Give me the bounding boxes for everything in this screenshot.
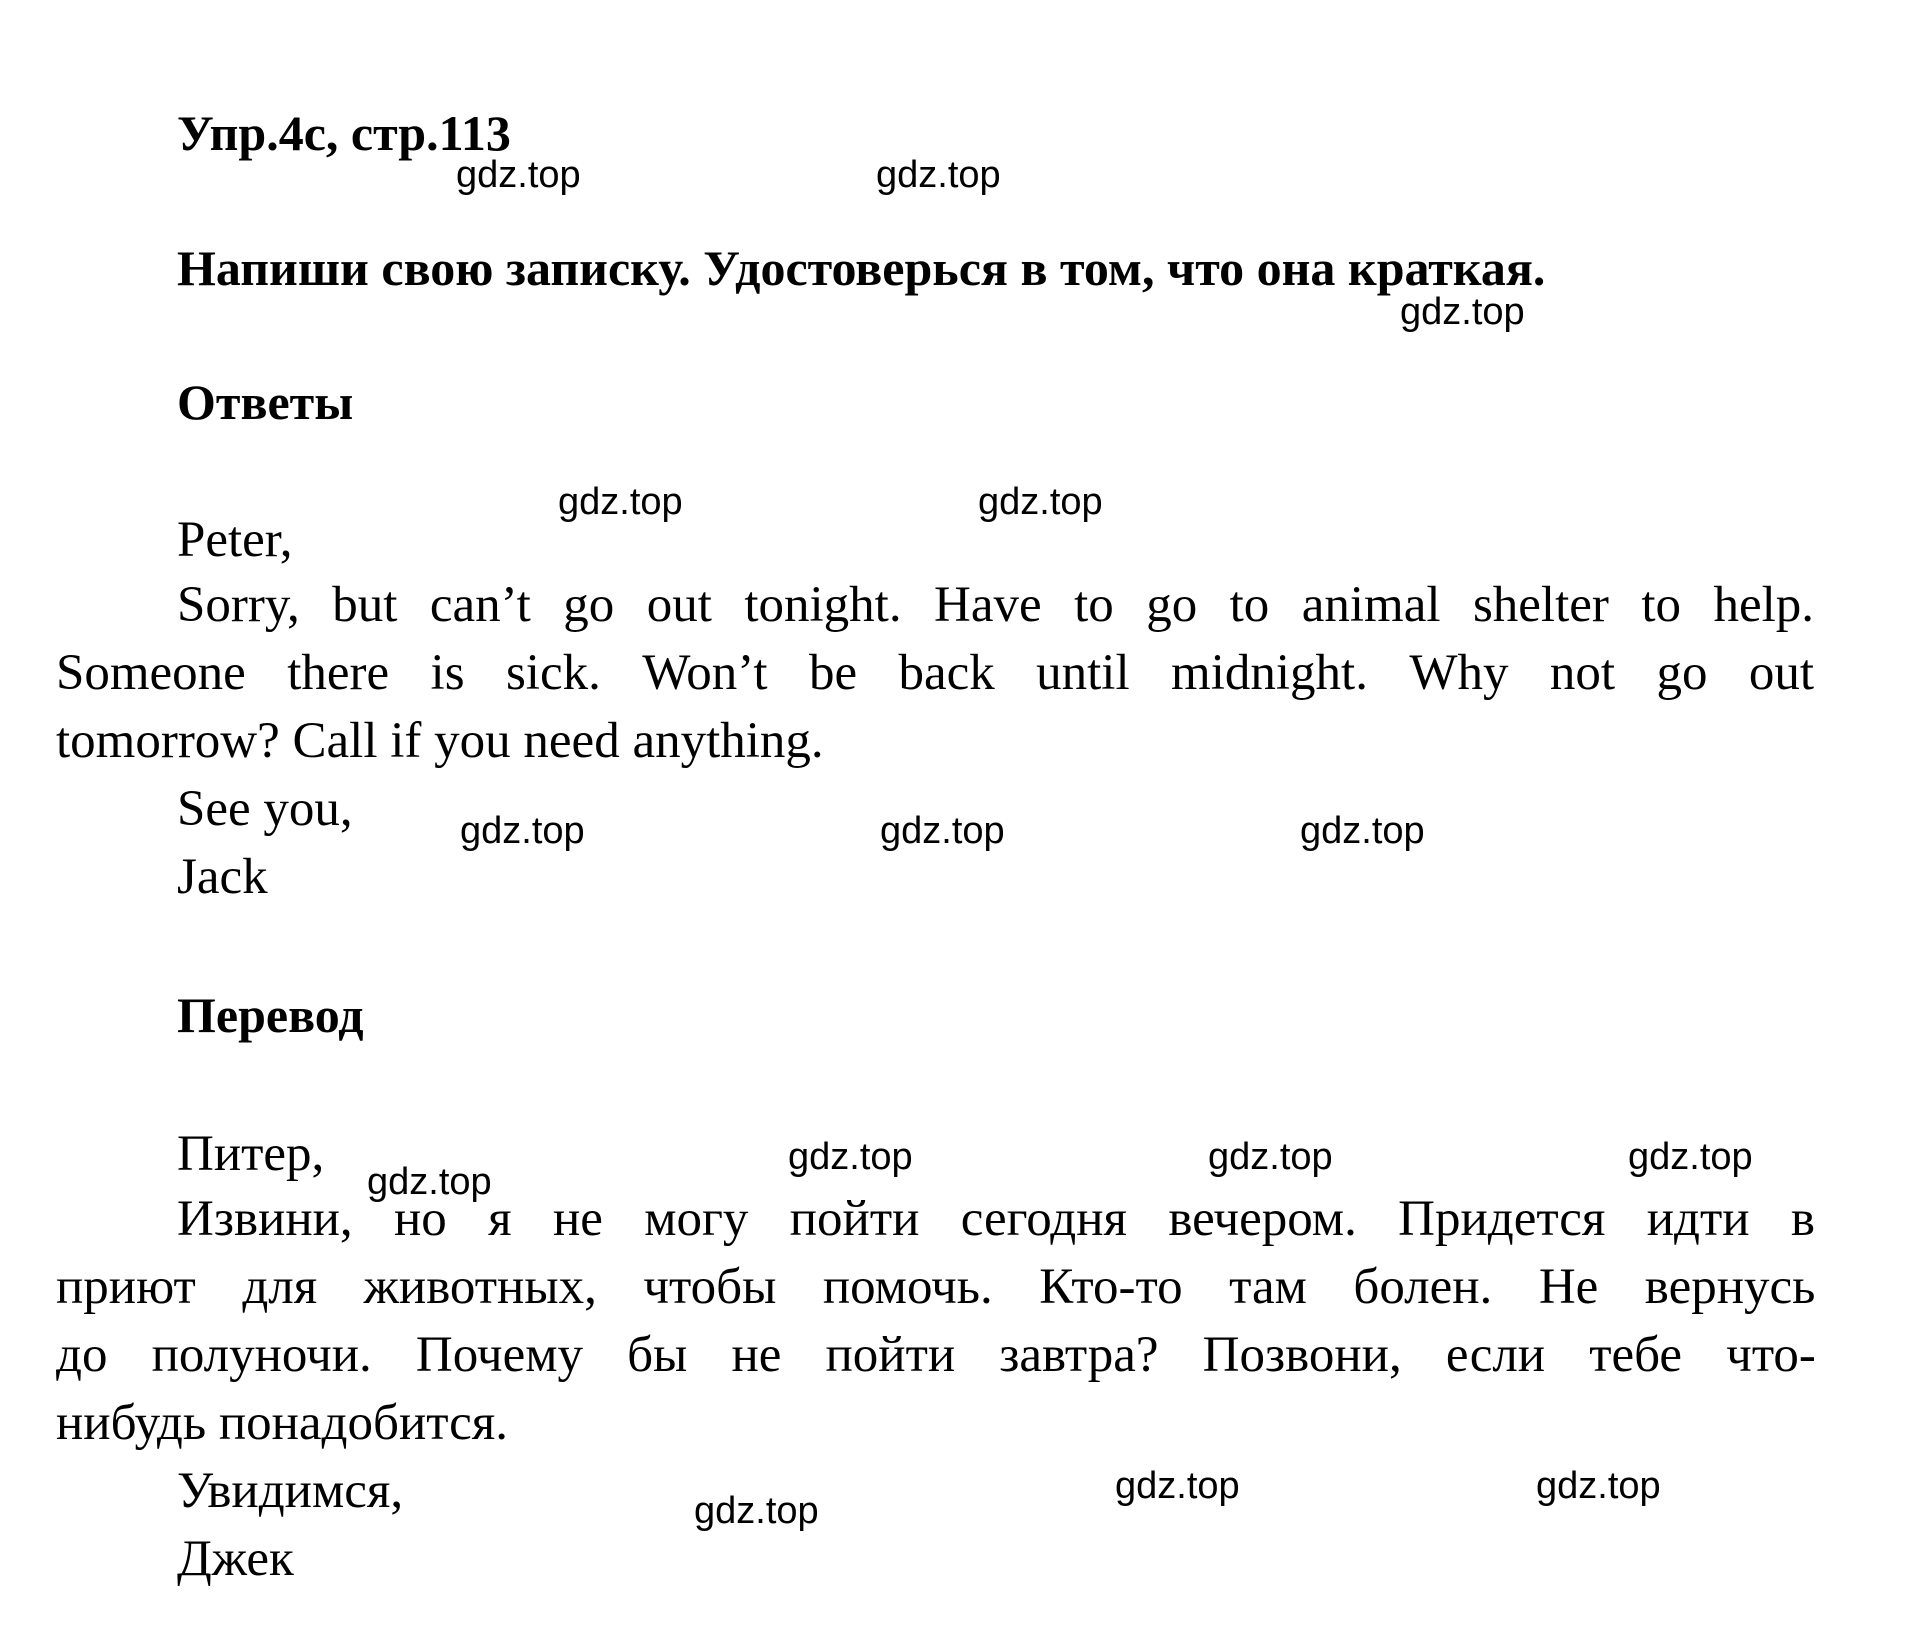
- answer-greeting: Peter,: [177, 512, 293, 568]
- watermark: gdz.top: [1300, 810, 1425, 852]
- watermark: gdz.top: [788, 1136, 913, 1178]
- task-instruction: Напиши свою записку. Удостоверься в том, что она краткая.: [177, 240, 1546, 296]
- translation-signature: Джек: [177, 1531, 294, 1587]
- watermark: gdz.top: [558, 481, 683, 523]
- watermark: gdz.top: [1536, 1465, 1661, 1507]
- answers-heading: Ответы: [177, 374, 354, 430]
- translation-heading: Перевод: [177, 987, 364, 1043]
- watermark: gdz.top: [978, 481, 1103, 523]
- translation-body-line-4: нибудь понадобится.: [56, 1395, 509, 1451]
- exercise-title: Упр.4c, стр.113: [177, 105, 511, 161]
- watermark: gdz.top: [1628, 1136, 1753, 1178]
- answer-signature: Jack: [177, 849, 268, 905]
- watermark: gdz.top: [456, 154, 581, 196]
- watermark: gdz.top: [367, 1161, 492, 1203]
- translation-greeting: Питер,: [177, 1126, 325, 1182]
- answer-body-line-3: tomorrow? Call if you need anything.: [56, 713, 824, 769]
- translation-body-line-2: приют для животных, чтобы помочь. Кто-то там болен. Не вернусь: [56, 1259, 1816, 1315]
- translation-closing: Увидимся,: [177, 1463, 404, 1519]
- watermark: gdz.top: [1208, 1136, 1333, 1178]
- watermark: gdz.top: [460, 810, 585, 852]
- watermark: gdz.top: [880, 810, 1005, 852]
- watermark: gdz.top: [694, 1490, 819, 1532]
- watermark: gdz.top: [1115, 1465, 1240, 1507]
- answer-body-line-1: Sorry, but can’t go out tonight. Have to go to animal shelter to help.: [177, 577, 1815, 633]
- watermark: gdz.top: [1400, 291, 1525, 333]
- translation-body-line-1: Извини, но я не могу пойти сегодня вечером. Придется идти в: [177, 1191, 1815, 1247]
- answer-body-line-2: Someone there is sick. Won’t be back until midnight. Why not go out: [56, 645, 1815, 701]
- translation-body-line-3: до полуночи. Почему бы не пойти завтра? Позвони, если тебе что-: [56, 1327, 1816, 1383]
- answer-closing: See you,: [177, 781, 353, 837]
- watermark: gdz.top: [876, 154, 1001, 196]
